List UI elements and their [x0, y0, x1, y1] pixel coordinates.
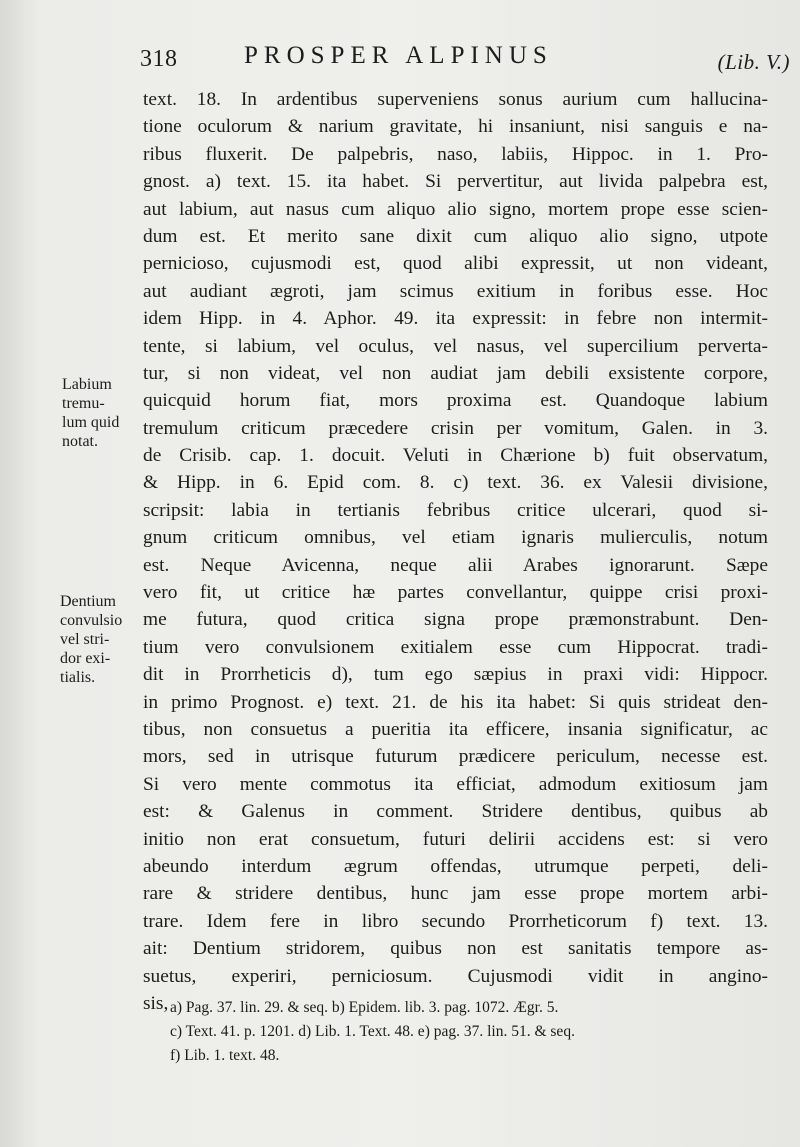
text-line: tione oculorum & narium gravitate, hi insaniunt, nisi sanguis e na- — [143, 116, 768, 138]
text-line: Si vero mente commotus ita efficiat, admodum exitiosum jam — [143, 773, 768, 795]
body-text — [143, 86, 768, 1017]
text-line: est: & Galenus in comment. Stridere dentibus, quibus ab — [143, 801, 768, 823]
margin-note-line: notat. — [62, 433, 98, 450]
text-line: rare & stridere dentibus, hunc jam esse prope mortem arbi- — [143, 883, 768, 905]
text-line: mors, sed in utrisque futurum prædicere periculum, necesse est. — [143, 746, 768, 768]
footnotes — [170, 996, 780, 1068]
text-line: & Hipp. in 6. Epid com. 8. c) text. 36. ex Valesii divisione, — [143, 472, 768, 494]
text-line: tibus, non consuetus a pueritia ita efficere, insania significatur, ac — [143, 718, 768, 740]
page-number: 318 — [140, 46, 178, 72]
margin-note-line: tremu- — [62, 395, 105, 412]
book-label: (Lib. V.) — [717, 50, 790, 74]
text-line: tente, si labium, vel oculus, vel nasus, vel supercilium perverta- — [143, 335, 768, 357]
text-line: initio non erat consuetum, futuri delirii accidens est: si vero — [143, 828, 768, 850]
text-line: scripsit: labia in tertianis febribus critice ulcerari, quod si- — [143, 499, 768, 521]
text-line: dum est. Et merito sane dixit cum aliquo alio signo, utpote — [143, 225, 768, 247]
text-line: idem Hipp. in 4. Aphor. 49. ita expressit: in febre non intermit- — [143, 308, 768, 330]
margin-note-dentium — [60, 592, 152, 687]
text-line: trare. Idem fere in libro secundo Prorrheticorum f) text. 13. — [143, 910, 768, 932]
text-line: vero fit, ut critice hæ partes convellantur, quippe crisi proxi- — [143, 582, 768, 604]
margin-note-line: tialis. — [60, 669, 96, 686]
margin-note-line: Labium — [62, 376, 112, 393]
footnote-line: c) Text. 41. p. 1201. d) Lib. 1. Text. 48. e) pag. 37. lin. 51. & seq. — [170, 1023, 575, 1040]
text-line: gnum criticum omnibus, vel etiam ignaris mulierculis, notum — [143, 527, 768, 549]
text-line: suetus, experiri, perniciosum. Cujusmodi vidit in angino- — [143, 965, 768, 987]
text-line: gnost. a) text. 15. ita habet. Si pervertitur, aut livida palpebra est, — [143, 171, 768, 193]
text-line: quicquid horum fiat, mors proxima est. Quandoque labium — [143, 390, 768, 412]
text-line: abeundo interdum ægrum offendas, utrumque perpeti, deli- — [143, 855, 768, 877]
text-line: ait: Dentium stridorem, quibus non est sanitatis tempore as- — [143, 938, 768, 960]
text-line: aut audiant ægroti, jam scimus exitium in foribus esse. Hoc — [143, 280, 768, 302]
footnote-line: f) Lib. 1. text. 48. — [170, 1047, 280, 1064]
margin-note-line: lum quid — [62, 414, 120, 431]
text-line: text. 18. In ardentibus superveniens sonus aurium cum hallucina- — [143, 89, 768, 110]
text-line: in primo Prognost. e) text. 21. de his ita habet: Si quis strideat den- — [143, 691, 768, 713]
margin-note-line: dor exi- — [60, 650, 111, 667]
running-title: PROSPER ALPINUS — [244, 42, 553, 69]
text-line: de Crisib. cap. 1. docuit. Veluti in Chærione b) fuit observatum, — [143, 445, 768, 467]
text-line: dit in Prorrheticis d), tum ego sæpius in praxi vidi: Hippocr. — [143, 664, 768, 686]
footnote-line: a) Pag. 37. lin. 29. & seq. b) Epidem. lib. 3. pag. 1072. Ægr. 5. — [170, 999, 559, 1016]
text-line: tremulum criticum præcedere crisin per vomitum, Galen. in 3. — [143, 417, 768, 439]
margin-note-line: convulsio — [60, 612, 123, 629]
margin-note-labium — [62, 375, 154, 451]
text-line: tur, si non videat, vel non audiat jam debili exsistente corpore, — [143, 362, 768, 384]
text-line: sis, — [143, 992, 169, 1014]
text-line: pernicioso, cujusmodi est, quod alibi expressit, ut non videant, — [143, 253, 768, 275]
text-line: est. Neque Avicenna, neque alii Arabes ignorarunt. Sæpe — [143, 554, 768, 576]
margin-note-line: Dentium — [60, 593, 116, 610]
text-line: tium vero convulsionem exitialem esse cum Hippocrat. tradi- — [143, 636, 768, 658]
text-line: ribus fluxerit. De palpebris, naso, labiis, Hippoc. in 1. Pro- — [143, 143, 768, 165]
margin-note-line: vel stri- — [60, 631, 110, 648]
text-line: me futura, quod critica signa prope præmonstrabunt. Den- — [143, 609, 768, 631]
text-line: aut labium, aut nasus cum aliquo alio signo, mortem prope esse scien- — [143, 198, 768, 220]
page-header — [140, 42, 790, 82]
